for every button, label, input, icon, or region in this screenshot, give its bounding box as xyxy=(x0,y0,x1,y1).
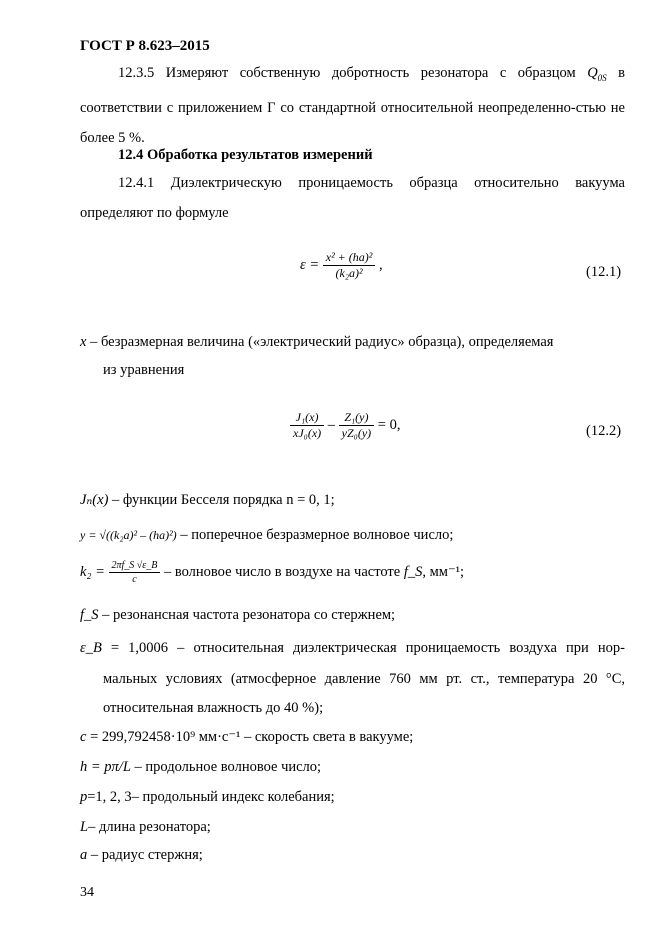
jn-description: – функции Бесселя порядка n = 0, 1; xyxy=(112,492,335,508)
l-symbol: L xyxy=(80,819,89,835)
eq1-lhs: ε = xyxy=(300,256,320,273)
l-description: – длина резонатора; xyxy=(88,819,211,835)
eq1-numerator: x² + (ha)² xyxy=(323,250,376,266)
definition-k2 xyxy=(80,557,464,587)
y-symbol: y = √((k₂a)² – (ha)²) xyxy=(80,528,177,542)
quality-factor-symbol: $Q_{0S}$ xyxy=(587,65,607,83)
paragraph-12-3-5 xyxy=(80,58,625,153)
k2-numerator: 2πf_S √ε_B xyxy=(109,559,161,573)
h-symbol: h = pπ/L xyxy=(80,759,131,775)
c-description: = 299,792458·10⁹ мм·с⁻¹ – скорость света в вакууме; xyxy=(90,729,414,745)
eq2-fraction-2 xyxy=(339,410,375,441)
x-description: – безразмерная величина («электрический радиус» образца), определяемая xyxy=(90,334,554,350)
k2-tail-symbol: f_S xyxy=(403,564,423,580)
k2-tail: , мм⁻¹; xyxy=(422,564,464,580)
eps-b-symbol: ε_B xyxy=(80,640,102,656)
k2-description: – волновое число в воздухе на частоте xyxy=(163,564,401,580)
definition-x xyxy=(80,327,553,357)
definition-p xyxy=(80,782,335,812)
eq2-rhs: = 0, xyxy=(377,416,401,433)
x-symbol: x xyxy=(80,334,87,350)
page-number: 34 xyxy=(80,885,94,900)
definition-eps-b-line-2: мальных условиях (атмосферное давление 760 мм рт. ст., температура 20 °С, xyxy=(103,671,625,687)
definition-fs xyxy=(80,600,395,630)
eq1-suffix: , xyxy=(379,256,383,273)
definition-c xyxy=(80,722,413,752)
eq2-f1-denominator: xJ₀(x) xyxy=(293,426,322,440)
eq2-f2-numerator: Z₁(y) xyxy=(339,410,375,426)
document-header: ГОСТ Р 8.623–2015 xyxy=(80,38,210,54)
a-description: – радиус стержня; xyxy=(90,847,203,863)
k2-lhs: k₂ = xyxy=(80,564,105,580)
eq2-fraction-1 xyxy=(290,410,324,441)
c-symbol: c xyxy=(80,729,87,745)
p-description: =1, 2, 3– продольный индекс колебания; xyxy=(87,789,335,805)
k2-denominator: c xyxy=(132,574,137,586)
definition-h xyxy=(80,752,321,782)
eq2-f1-numerator: J₁(x) xyxy=(290,410,324,426)
jn-symbol: Jₙ(x) xyxy=(80,492,109,508)
paragraph-lead: 12.3.5 Измеряют собственную добротность резонатора с образцом xyxy=(118,65,576,81)
definition-x-continued: из уравнения xyxy=(103,362,185,378)
equation-12-2 xyxy=(290,410,400,441)
definition-jn xyxy=(80,485,335,515)
definition-eps-b-line-3: относительная влажность до 40 %); xyxy=(103,700,324,716)
definition-a xyxy=(80,840,203,870)
section-title: 12.4 Обработка результатов измерений xyxy=(118,147,373,163)
p-symbol: p xyxy=(80,789,88,805)
paragraph-tail: в соответствии с приложением Г со стандартной относительной неопределенно-стью не более 5 %. xyxy=(80,65,626,146)
definition-eps-b xyxy=(80,633,625,663)
eq1-denominator: (k₂a)² xyxy=(335,266,363,280)
definition-l xyxy=(80,812,211,842)
y-description: – поперечное безразмерное волновое число; xyxy=(180,527,454,543)
fs-description: – резонансная частота резонатора со стержнем; xyxy=(102,607,396,623)
equation-12-1 xyxy=(300,250,383,281)
a-symbol: a xyxy=(80,847,88,863)
eq2-minus: – xyxy=(327,416,336,433)
fs-symbol: f_S xyxy=(80,607,99,623)
eq1-fraction xyxy=(323,250,376,281)
k2-fraction xyxy=(109,559,161,586)
paragraph-12-4-1: 12.4.1 Диэлектрическую проницаемость образца относительно вакуума определяют по формуле xyxy=(80,175,625,221)
eps-b-line-1: = 1,0006 – относительная диэлектрическая проницаемость воздуха при нор- xyxy=(110,640,625,656)
equation-number-12-2: (12.2) xyxy=(586,423,622,439)
h-description: – продольное волновое число; xyxy=(134,759,322,775)
definition-y xyxy=(80,520,453,550)
equation-number-12-1: (12.1) xyxy=(586,264,622,280)
eq2-f2-denominator: yZ₀(y) xyxy=(341,426,372,440)
